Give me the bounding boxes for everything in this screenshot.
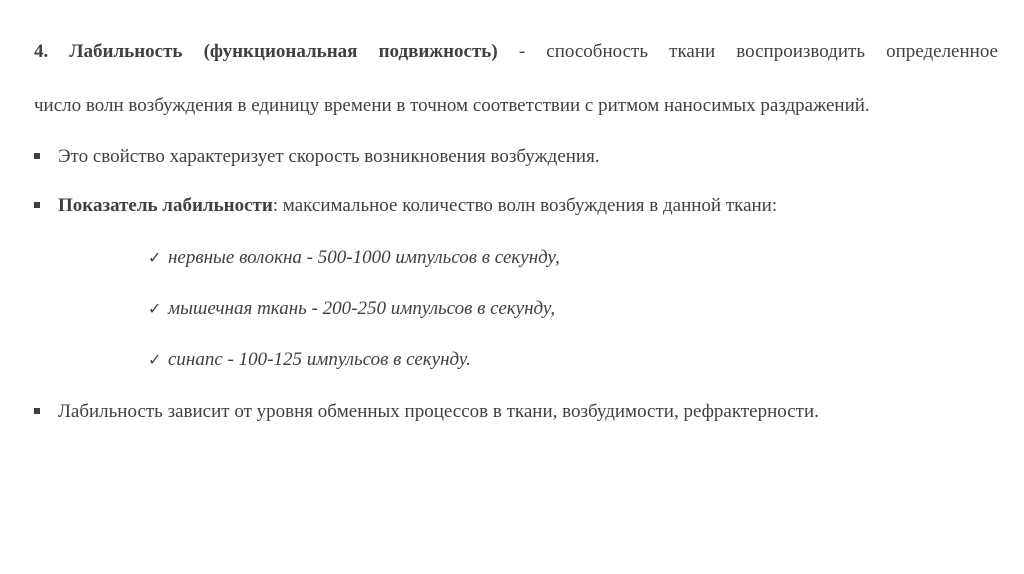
check-item-3-text: синапс - 100-125 импульсов в секунду. [168,349,471,370]
square-bullet-icon [34,202,40,208]
check-item-2 [148,297,555,321]
intro-line-2: число волн возбуждения в единицу времени в точном соответствии с ритмом наносимых раздражений. [34,95,870,116]
check-item-3 [148,348,471,372]
checkmark-icon: ✓ [148,350,162,369]
checkmark-icon: ✓ [148,248,162,267]
intro-line-1-rest: - способность ткани воспроизводить определенное [497,41,998,62]
bullet-item-1-text: Это свойство характеризует скорость возникновения возбуждения. [58,146,600,167]
bullet-item-2 [34,194,777,218]
bullet-item-2-bold: Показатель лабильности [58,195,273,216]
check-item-1 [148,246,560,270]
bullet-item-3-text: Лабильность зависит от уровня обменных процессов в ткани, возбудимости, рефрактерности. [58,401,819,422]
checkmark-icon: ✓ [148,299,162,318]
square-bullet-icon [34,408,40,414]
intro-bold-lead: 4. Лабильность (функциональная подвижность) [34,41,498,62]
bullet-item-2-text: : максимальное количество волн возбуждения в данной ткани: [272,195,778,216]
check-item-1-text: нервные волокна - 500-1000 импульсов в секунду, [168,247,560,268]
square-bullet-icon [34,153,40,159]
check-item-2-text: мышечная ткань - 200-250 импульсов в секунду, [168,298,556,319]
bullet-item-3 [34,400,819,424]
intro-line-1 [34,40,998,64]
bullet-item-1 [34,145,600,169]
